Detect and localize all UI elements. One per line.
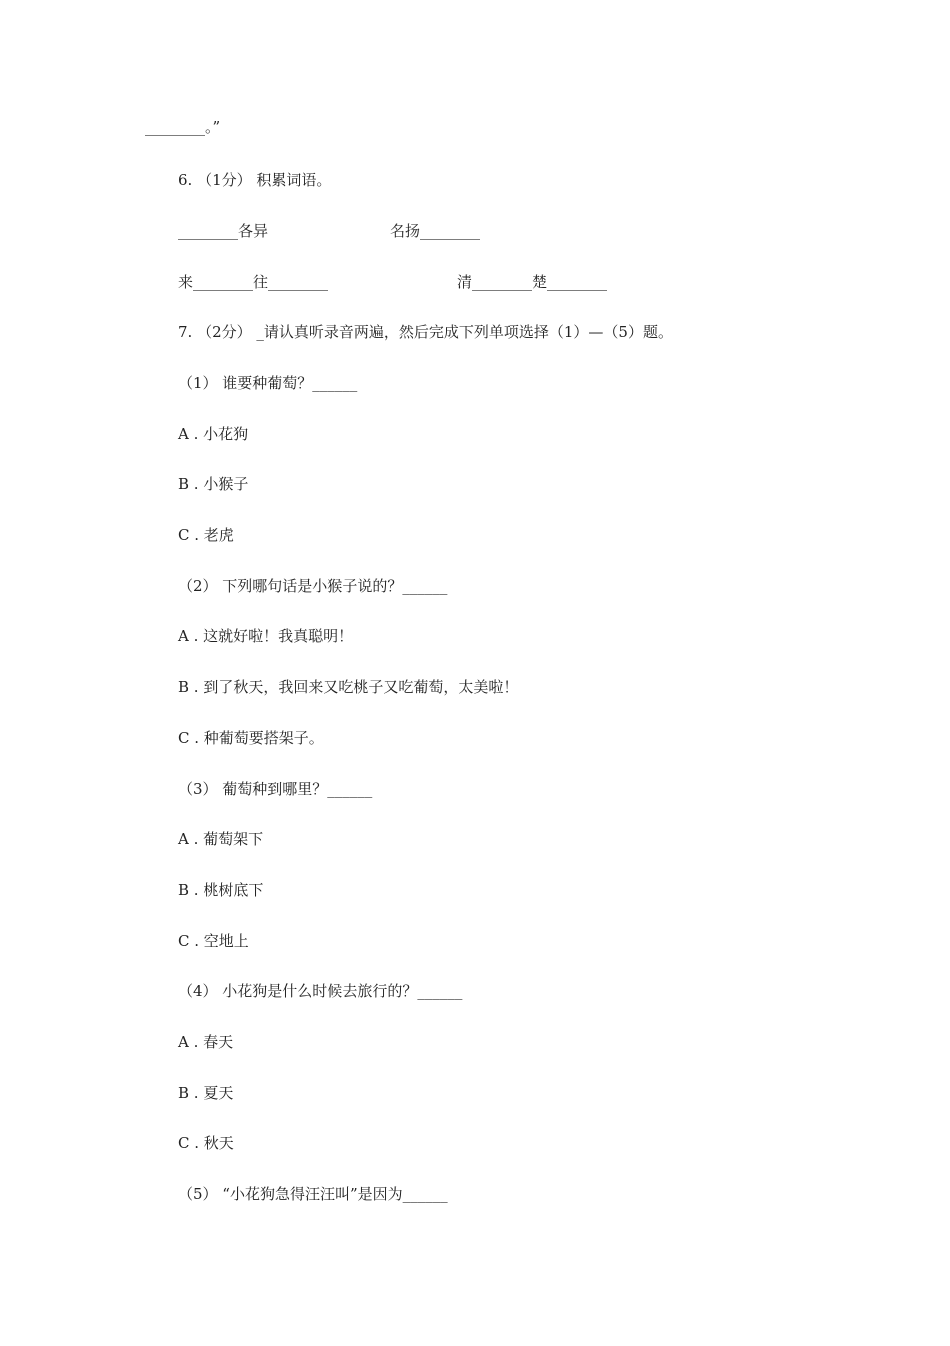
question-6-header: 6. （1分） 积累词语。: [178, 171, 332, 189]
q7-sub3-option-b[interactable]: B . 桃树底下: [178, 881, 264, 899]
q7-sub3-option-a[interactable]: A . 葡萄架下: [178, 830, 264, 848]
q7-sub3-question: （3） 葡萄种到哪里？______: [178, 780, 373, 798]
q7-sub1-option-c[interactable]: C . 老虎: [178, 526, 234, 544]
q7-sub2-question: （2） 下列哪句话是小猴子说的？______: [178, 577, 448, 595]
q7-sub5-question: （5） “小花狗急得汪汪叫”是因为______: [178, 1185, 448, 1203]
q6-blank-row1-right: 名扬________: [390, 222, 481, 240]
q7-sub2-option-c[interactable]: C . 种葡萄要搭架子。: [178, 729, 324, 747]
q7-sub4-option-c[interactable]: C . 秋天: [178, 1134, 234, 1152]
q7-sub4-option-a[interactable]: A . 春天: [178, 1033, 234, 1051]
question-7-header: 7. （2分） _请认真听录音两遍，然后完成下列单项选择（1）—（5）题。: [178, 323, 673, 341]
continuation-line: ________。”: [145, 118, 221, 136]
q6-blank-row1-left: ________各异: [178, 222, 269, 240]
q7-sub3-option-c[interactable]: C . 空地上: [178, 932, 249, 950]
q7-sub4-option-b[interactable]: B . 夏天: [178, 1084, 234, 1102]
q7-sub4-question: （4） 小花狗是什么时候去旅行的？______: [178, 982, 463, 1000]
q6-blank-row2-right: 清________楚________: [457, 273, 608, 291]
q6-blank-row2-left: 来________往________: [178, 273, 329, 291]
q7-sub1-question: （1） 谁要种葡萄？______: [178, 374, 358, 392]
q7-sub2-option-a[interactable]: A . 这就好啦！我真聪明！: [178, 627, 354, 645]
q7-sub1-option-a[interactable]: A . 小花狗: [178, 425, 249, 443]
q7-sub1-option-b[interactable]: B . 小猴子: [178, 475, 249, 493]
q7-sub2-option-b[interactable]: B . 到了秋天，我回来又吃桃子又吃葡萄，太美啦！: [178, 678, 519, 696]
